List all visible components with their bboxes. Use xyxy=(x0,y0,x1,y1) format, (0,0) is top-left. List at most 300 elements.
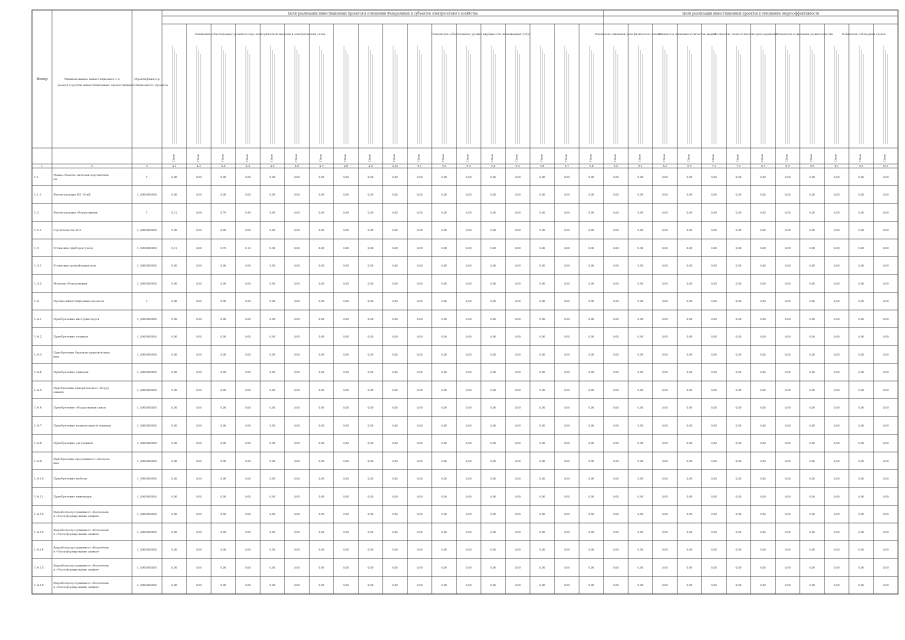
row-value: 0,00 xyxy=(858,388,865,392)
column-type-label: План xyxy=(319,154,323,162)
row-value: 0,00 xyxy=(343,566,349,570)
row-value: 0,00 xyxy=(318,548,325,552)
row-value: 0,00 xyxy=(637,424,644,428)
row-value: 0,00 xyxy=(588,406,595,410)
row-value: 0,00 xyxy=(392,300,398,304)
row-value: 0,00 xyxy=(195,335,202,339)
row-value: 0,00 xyxy=(882,335,889,339)
project-name-header: Наименование инвестиционного п xyxy=(64,77,120,81)
column-number: 5.6 xyxy=(540,165,545,168)
row-name: Приобретение оборудования связи xyxy=(53,405,106,410)
project-id-header-2: инвестиционного проекта xyxy=(126,83,168,87)
row-value: 0,00 xyxy=(735,388,742,392)
row-name: Разработка программного обеспечени xyxy=(53,510,109,515)
row-value: 0,00 xyxy=(514,477,521,481)
row-value: 0,00 xyxy=(735,193,742,197)
row-value: 0,00 xyxy=(833,193,840,197)
row-value: 0,00 xyxy=(220,530,227,534)
row-value: 0,00 xyxy=(294,371,300,375)
row-value: 0,00 xyxy=(539,229,546,233)
row-value: 0,00 xyxy=(441,175,448,179)
row-value: 0,00 xyxy=(416,406,423,410)
row-value: 0,00 xyxy=(882,317,889,321)
row-id: L_0000000000 xyxy=(137,371,157,375)
row-value: 0,00 xyxy=(514,424,521,428)
row-value: 0,00 xyxy=(711,282,717,286)
row-number: 1.4.8 xyxy=(34,441,42,446)
row-value: 0,00 xyxy=(612,513,619,517)
row-value: 0,00 xyxy=(244,282,251,286)
row-value: 0,00 xyxy=(612,282,619,286)
row-number: 1.4.3 xyxy=(34,352,42,357)
row-value: 0,00 xyxy=(244,548,251,552)
row-name: Приобретение программного обеспече xyxy=(53,456,110,461)
row-value: 0,00 xyxy=(294,495,300,499)
row-value: 0,00 xyxy=(612,548,619,552)
row-value: 0,00 xyxy=(269,300,276,304)
row-value: 0,00 xyxy=(441,353,448,357)
row-value: 0,00 xyxy=(686,566,693,570)
row-value: 0,00 xyxy=(760,530,766,534)
row-value: 0,00 xyxy=(269,495,276,499)
row-value: 0,00 xyxy=(343,175,349,179)
row-value: 0,00 xyxy=(735,371,742,375)
row-value: 0,00 xyxy=(784,246,791,250)
row-value: 0,00 xyxy=(858,584,865,588)
row-value: 0,00 xyxy=(735,442,742,446)
row-value: 0,00 xyxy=(809,264,816,268)
row-value: 0,00 xyxy=(563,388,570,392)
row-value: 0,00 xyxy=(711,530,717,534)
row-value: 0,00 xyxy=(858,459,865,463)
row-value: 0,00 xyxy=(269,264,276,268)
row-value: 0,00 xyxy=(711,317,717,321)
row-value: 0,00 xyxy=(612,459,619,463)
row-value: 0,00 xyxy=(809,548,816,552)
row-name-cont: ины xyxy=(53,354,60,359)
column-number: 6.1 xyxy=(638,165,643,168)
row-number: 1.4.16 xyxy=(34,583,44,588)
row-number: 1.4.4 xyxy=(34,370,42,375)
subgroup-b1: Показатель снижения доли физического износа xyxy=(594,33,662,36)
row-value: 0,00 xyxy=(662,495,668,499)
row-value: 0,00 xyxy=(490,477,497,481)
row-value: 0,00 xyxy=(686,388,693,392)
row-value: 0,00 xyxy=(367,300,374,304)
row-value: 0,00 xyxy=(244,300,251,304)
column-number: 5.7 xyxy=(564,165,569,168)
row-value: 0,00 xyxy=(318,175,325,179)
row-value: 0,00 xyxy=(244,513,251,517)
row-value: 0,00 xyxy=(637,353,644,357)
row-value: 0,00 xyxy=(441,459,448,463)
row-value: 0,00 xyxy=(465,371,472,375)
row-value: 0,00 xyxy=(343,300,349,304)
subgroup-b2: Показатель снижения количества аварий xyxy=(658,33,716,36)
row-value: 0,00 xyxy=(269,175,276,179)
row-value: 0,00 xyxy=(367,317,374,321)
row-value: 0,00 xyxy=(294,530,300,534)
row-value: 0,00 xyxy=(244,264,251,268)
row-value: 0,00 xyxy=(882,442,889,446)
row-value: 0,00 xyxy=(441,282,448,286)
row-value: 0,00 xyxy=(220,584,227,588)
row-value: 0,43 xyxy=(244,211,251,215)
row-value: 0,00 xyxy=(563,335,570,339)
row-value: 0,00 xyxy=(539,584,546,588)
row-value: 0,00 xyxy=(784,566,791,570)
row-value: 0,00 xyxy=(514,371,521,375)
row-value: 0,00 xyxy=(612,388,619,392)
row-value: 0,00 xyxy=(612,477,619,481)
row-value: 0,00 xyxy=(588,300,595,304)
row-value: 0,00 xyxy=(588,175,595,179)
row-value: 0,00 xyxy=(318,211,325,215)
row-value: 0,00 xyxy=(367,442,374,446)
row-value: 0,00 xyxy=(367,335,374,339)
row-id: L_0000000000 xyxy=(137,353,157,357)
column-number: 4.9 xyxy=(368,165,373,168)
row-value: 0,12 xyxy=(244,246,251,250)
row-value: 0,00 xyxy=(686,175,693,179)
row-value: 0,00 xyxy=(882,229,889,233)
column-type-label: План xyxy=(417,154,421,162)
row-value: 0,00 xyxy=(441,371,448,375)
row-id: L_0000000000 xyxy=(137,406,157,410)
row-value: 0,00 xyxy=(490,513,497,517)
row-number: 1.4.9 xyxy=(34,458,42,463)
row-value: 0,00 xyxy=(269,530,276,534)
row-value: 0,00 xyxy=(367,459,374,463)
row-value: 0,00 xyxy=(195,442,202,446)
row-value: 0,00 xyxy=(563,353,570,357)
row-value: 0,00 xyxy=(269,424,276,428)
row-name-cont: ые xyxy=(53,176,58,181)
row-value: 0,00 xyxy=(416,442,423,446)
row-number: 1.2.1 xyxy=(34,228,42,233)
row-value: 0,00 xyxy=(343,424,349,428)
row-id: L_0000000000 xyxy=(137,193,157,197)
row-value: 0,00 xyxy=(441,193,448,197)
row-value: 0,00 xyxy=(195,548,202,552)
row-value: 0,00 xyxy=(539,477,546,481)
row-value: 0,00 xyxy=(563,193,570,197)
row-value: 0,00 xyxy=(588,584,595,588)
row-value: 0,00 xyxy=(686,335,693,339)
row-value: 0,00 xyxy=(539,388,546,392)
row-value: 0,00 xyxy=(392,477,398,481)
row-value: 0,00 xyxy=(760,264,766,268)
row-value: 0,00 xyxy=(858,477,865,481)
row-value: 0,00 xyxy=(809,317,816,321)
row-value: 0,00 xyxy=(858,424,865,428)
row-value: 0,00 xyxy=(367,513,374,517)
row-value: 0,00 xyxy=(711,424,717,428)
row-value: 0,00 xyxy=(490,530,497,534)
row-value: 0,00 xyxy=(195,317,202,321)
row-number: 1.3.1 xyxy=(34,263,42,268)
row-value: 0,00 xyxy=(882,530,889,534)
row-id: L_0000000000 xyxy=(137,229,157,233)
row-value: 0,00 xyxy=(392,406,398,410)
row-value: 0,00 xyxy=(735,282,742,286)
row-value: 0,00 xyxy=(588,317,595,321)
row-name-cont: ния xyxy=(53,460,59,465)
row-value: 0,00 xyxy=(833,371,840,375)
row-value: 0,00 xyxy=(711,477,717,481)
row-value: 0,00 xyxy=(711,406,717,410)
row-value: 0,00 xyxy=(392,388,398,392)
row-value: 0,00 xyxy=(220,335,227,339)
row-value: 0,00 xyxy=(563,300,570,304)
row-value: 0,00 xyxy=(318,264,325,268)
row-value: 0,00 xyxy=(416,282,423,286)
row-value: 0,00 xyxy=(563,477,570,481)
row-value: 0,00 xyxy=(367,211,374,215)
row-value: 0,00 xyxy=(392,193,398,197)
row-value: 0,00 xyxy=(294,317,300,321)
column-number: 5.5 xyxy=(515,165,520,168)
row-value: 0,00 xyxy=(784,175,791,179)
row-number: 1.1.1 xyxy=(34,192,42,197)
row-value: 0,00 xyxy=(662,229,668,233)
row-value: 0,00 xyxy=(539,175,546,179)
row-value: 0,00 xyxy=(269,584,276,588)
row-number: 1.1 xyxy=(34,174,39,179)
row-id: L_0000000000 xyxy=(137,548,157,552)
row-number: 1.4.13 xyxy=(34,529,44,534)
row-value: 0,00 xyxy=(220,548,227,552)
subgroup-b5: Показатель соблюдения сроков xyxy=(841,33,886,36)
row-value: 0,00 xyxy=(563,282,570,286)
row-value: 0,00 xyxy=(637,477,644,481)
row-value: 0,00 xyxy=(490,353,497,357)
row-value: 0,00 xyxy=(662,353,668,357)
row-value: 0,00 xyxy=(588,282,595,286)
column-type-label: План xyxy=(785,154,789,162)
row-value: 0,00 xyxy=(343,495,349,499)
row-value: 0,00 xyxy=(465,282,472,286)
row-value: 0,00 xyxy=(612,530,619,534)
row-value: 0,00 xyxy=(588,477,595,481)
row-value: 0,00 xyxy=(465,264,472,268)
row-value: 0,00 xyxy=(343,353,349,357)
row-value: 0,00 xyxy=(563,495,570,499)
row-value: 0,00 xyxy=(392,566,398,570)
row-value: 0,00 xyxy=(318,282,325,286)
row-value: 0,00 xyxy=(784,584,791,588)
row-value: 0,00 xyxy=(244,424,251,428)
row-value: 0,00 xyxy=(244,175,251,179)
column-number: 1 xyxy=(41,165,43,168)
row-value: 0,00 xyxy=(318,317,325,321)
row-value: 0,00 xyxy=(318,335,325,339)
row-value: 0,00 xyxy=(220,406,227,410)
project-id-header: Идентификатор xyxy=(134,77,160,81)
row-value: 0,00 xyxy=(588,264,595,268)
row-value: 0,00 xyxy=(465,459,472,463)
row-value: 0,00 xyxy=(612,371,619,375)
row-value: 0,00 xyxy=(809,584,816,588)
row-name: Приобретение мебели xyxy=(53,476,87,481)
column-number: 9.2 xyxy=(859,165,864,168)
row-value: 0,00 xyxy=(244,388,251,392)
row-value: 0,00 xyxy=(392,211,398,215)
row-value: 0,00 xyxy=(563,406,570,410)
row-value: 0,00 xyxy=(465,548,472,552)
row-value: 0,00 xyxy=(735,495,742,499)
row-value: 0,00 xyxy=(563,264,570,268)
row-value: 0,00 xyxy=(171,229,178,233)
row-value: 0,00 xyxy=(195,193,202,197)
row-value: 0,00 xyxy=(269,353,276,357)
row-value: 0,00 xyxy=(294,229,300,233)
row-value: 0,00 xyxy=(490,317,497,321)
row-value: 0,00 xyxy=(195,495,202,499)
column-type-label: План xyxy=(589,154,593,162)
row-value: 0,00 xyxy=(784,282,791,286)
row-value: 0,00 xyxy=(882,548,889,552)
row-value: 0,00 xyxy=(637,548,644,552)
column-number: 7.2 xyxy=(736,165,741,168)
row-value: 0,00 xyxy=(711,335,717,339)
row-value: 0,00 xyxy=(416,388,423,392)
row-value: 0,00 xyxy=(563,229,570,233)
row-value: 0,00 xyxy=(784,548,791,552)
row-value: 0,00 xyxy=(367,406,374,410)
row-value: 0,00 xyxy=(441,300,448,304)
row-value: 0,00 xyxy=(490,246,497,250)
row-value: 0,00 xyxy=(294,300,300,304)
row-value: 0,00 xyxy=(171,548,178,552)
row-value: 0,00 xyxy=(809,282,816,286)
row-value: 0,00 xyxy=(858,193,865,197)
row-value: 0,00 xyxy=(858,530,865,534)
column-number: 8.1 xyxy=(761,165,766,168)
row-value: 0,00 xyxy=(588,548,595,552)
row-value: 0,00 xyxy=(563,317,570,321)
row-value: 0,00 xyxy=(735,459,742,463)
row-value: 0,00 xyxy=(294,282,300,286)
row-value: 0,00 xyxy=(809,229,816,233)
row-value: 0,00 xyxy=(416,530,423,534)
column-type-label: План xyxy=(491,154,495,162)
row-value: 0,00 xyxy=(833,566,840,570)
row-value: 0,00 xyxy=(563,530,570,534)
column-number: 4.10 xyxy=(392,165,398,168)
column-number: 10.1 xyxy=(882,165,889,168)
row-name: Разработка программного обеспечени xyxy=(53,581,109,586)
row-value: 0,00 xyxy=(563,442,570,446)
column-number: 5.4 xyxy=(491,165,496,168)
column-type-label: План xyxy=(196,154,200,162)
row-value: 0,00 xyxy=(809,211,816,215)
row-value: 0,00 xyxy=(735,406,742,410)
row-value: 0,00 xyxy=(662,246,668,250)
row-value: 0,00 xyxy=(465,300,472,304)
row-value: 0,00 xyxy=(588,193,595,197)
row-value: 0,00 xyxy=(318,459,325,463)
row-value: 0,00 xyxy=(416,424,423,428)
row-value: 0,00 xyxy=(269,229,276,233)
row-value: 0,00 xyxy=(392,459,398,463)
row-name: Новые объекты, включая перспективн xyxy=(53,172,109,177)
row-value: 0,00 xyxy=(784,211,791,215)
row-number: 1.4.11 xyxy=(34,494,44,499)
column-type-label: План xyxy=(613,154,617,162)
row-value: 0,00 xyxy=(490,388,497,392)
row-value: 0,00 xyxy=(784,229,791,233)
row-value: 0,00 xyxy=(809,530,816,534)
row-value: 0,00 xyxy=(416,477,423,481)
row-value: 0,00 xyxy=(833,548,840,552)
row-value: 0,00 xyxy=(367,282,374,286)
row-value: 0,00 xyxy=(171,264,178,268)
column-number: 4.7 xyxy=(319,165,324,168)
column-type-label: План xyxy=(712,154,715,162)
row-value: 0,00 xyxy=(882,495,889,499)
row-id: L_0000000000 xyxy=(137,566,157,570)
row-value: 0,00 xyxy=(735,424,742,428)
row-value: 0,00 xyxy=(735,246,742,250)
row-value: 0,00 xyxy=(760,584,766,588)
row-value: 0,00 xyxy=(882,175,889,179)
row-value: 0,00 xyxy=(490,442,497,446)
row-value: 0,00 xyxy=(711,548,717,552)
row-value: 0,00 xyxy=(441,495,448,499)
row-value: 0,00 xyxy=(809,388,816,392)
row-value: 0,00 xyxy=(858,282,865,286)
column-number: 2 xyxy=(91,165,93,168)
row-value: 0,00 xyxy=(612,335,619,339)
row-value: 0,00 xyxy=(367,477,374,481)
row-value: 0,00 xyxy=(711,193,717,197)
row-value: 0,00 xyxy=(465,495,472,499)
row-value: 0,00 xyxy=(588,229,595,233)
row-value: 0,00 xyxy=(514,264,521,268)
row-value: 0,00 xyxy=(343,406,349,410)
row-value: 0,00 xyxy=(392,513,398,517)
row-value: 0,00 xyxy=(343,371,349,375)
row-value: 0,00 xyxy=(367,424,374,428)
row-value: 0,00 xyxy=(711,300,717,304)
row-value: 0,00 xyxy=(760,548,766,552)
row-value: 0,00 xyxy=(465,584,472,588)
row-value: 0,00 xyxy=(858,317,865,321)
row-value: 0,00 xyxy=(662,513,668,517)
row-value: 0,00 xyxy=(809,495,816,499)
row-value: 0,00 xyxy=(882,246,889,250)
row-value: 0,00 xyxy=(465,513,472,517)
row-value: 0,00 xyxy=(294,246,300,250)
row-value: 0,00 xyxy=(784,459,791,463)
row-value: 0,00 xyxy=(735,317,742,321)
row-value: 0,00 xyxy=(220,175,227,179)
row-value: 0,00 xyxy=(858,246,865,250)
row-value: 0,00 xyxy=(858,495,865,499)
row-value: 0,00 xyxy=(686,584,693,588)
row-value: 0,00 xyxy=(392,442,398,446)
row-value: 0,00 xyxy=(833,513,840,517)
row-value: 0,00 xyxy=(318,513,325,517)
row-value: 0,00 xyxy=(539,353,546,357)
row-value: 0,00 xyxy=(171,442,178,446)
row-value: 0,00 xyxy=(318,353,325,357)
row-value: 0,00 xyxy=(588,459,595,463)
row-value: 0,00 xyxy=(195,477,202,481)
row-value: 0,00 xyxy=(833,584,840,588)
row-value: 0,00 xyxy=(490,300,497,304)
